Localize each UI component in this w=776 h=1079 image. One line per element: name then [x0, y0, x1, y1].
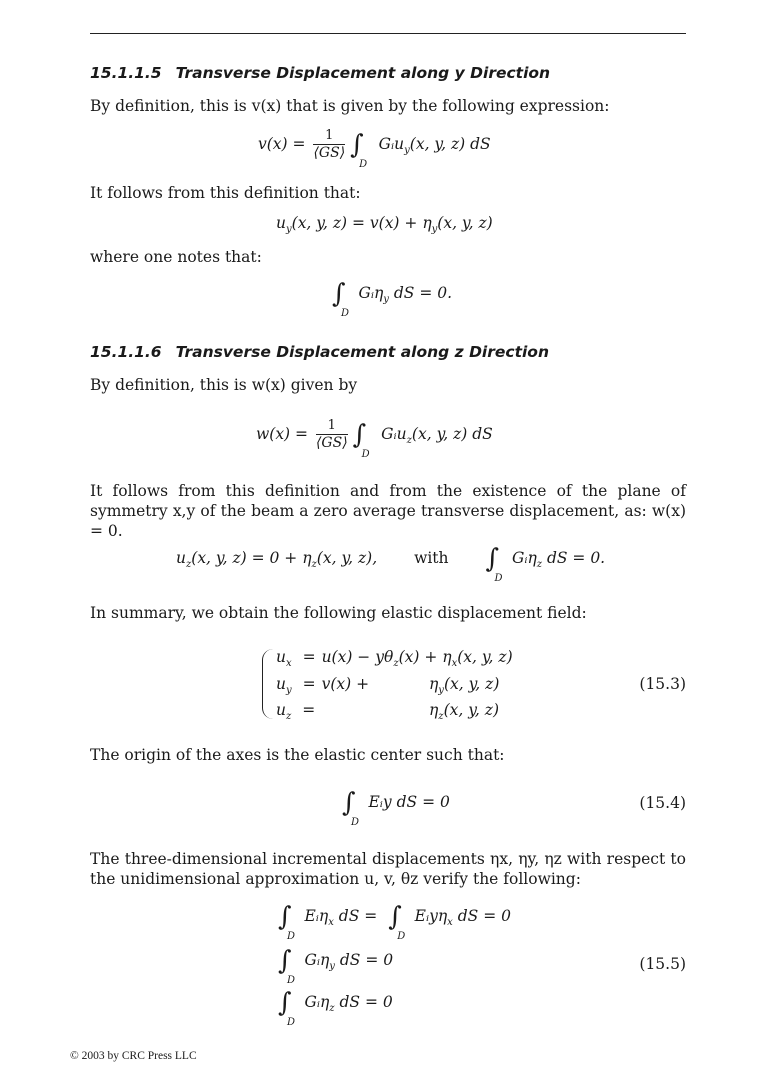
- system-row-2: [276, 675, 369, 696]
- subscript: z: [406, 435, 412, 446]
- subscript: y: [431, 224, 438, 235]
- denominator: ⟨GS⟩: [313, 145, 346, 161]
- integral-sign: ∫ D: [350, 130, 368, 170]
- integrand-tail: dS = 0.: [542, 549, 606, 567]
- integral-limit: D: [351, 817, 360, 828]
- copyright-footer: © 2003 by CRC Press LLC: [70, 1050, 197, 1062]
- system-row-3-right: [429, 701, 499, 722]
- integral-limit: D: [287, 931, 296, 942]
- subscript: z: [285, 711, 292, 722]
- integral-sign: ∫ D: [278, 988, 296, 1028]
- integrand: Gᵢη: [304, 993, 330, 1011]
- equation-w: [256, 418, 493, 460]
- subscript: x: [447, 917, 453, 928]
- eq-part: (x, y, z),: [316, 549, 378, 567]
- integral-limit: D: [397, 931, 406, 942]
- numerator: 1: [313, 128, 345, 145]
- system2-row-2: [276, 946, 394, 986]
- paragraph: It follows from this definition and from the existence of the plane of symmetry x,y of the beam a zero average transverse displacement, as: w(x) = 0.: [90, 482, 686, 540]
- subscript: z: [536, 559, 543, 570]
- paragraph: It follows from this definition that:: [90, 184, 361, 202]
- equation-elastic-center: [340, 788, 450, 828]
- section-heading: [90, 64, 550, 82]
- numerator: 1: [316, 418, 348, 435]
- system-row-2-right: [429, 675, 499, 696]
- eq-part: (x, y, z) = v(x) + η: [291, 214, 432, 232]
- subscript: y: [383, 294, 389, 305]
- equation-number: (15.3): [639, 675, 686, 693]
- subscript: y: [404, 145, 410, 156]
- equation-number: (15.5): [639, 955, 686, 973]
- subscript: z: [438, 711, 444, 722]
- integrand-tail: dS = 0.: [388, 284, 453, 302]
- fraction: [313, 128, 345, 162]
- integral-limit: D: [287, 1017, 296, 1028]
- integrand-tail: (x, y, z) dS: [411, 425, 493, 443]
- integrand: Eᵢy dS = 0: [368, 793, 450, 811]
- section-title: Transverse Displacement along y Direction: [175, 64, 551, 82]
- paragraph: where one notes that:: [90, 248, 262, 266]
- subscript: z: [185, 559, 192, 570]
- equation-number: (15.4): [639, 794, 686, 812]
- subscript: z: [329, 1003, 335, 1014]
- integral-limit: D: [361, 449, 370, 460]
- integrand-tail: (x, y, z) dS: [409, 135, 491, 153]
- integrand-tail: dS =: [333, 907, 378, 925]
- subscript: z: [311, 559, 317, 570]
- eq-part: (x, y, z): [443, 675, 500, 693]
- equals-sign: =: [302, 675, 316, 693]
- integral-limit: D: [494, 573, 503, 584]
- eq-part: (x, y, z): [443, 701, 499, 719]
- integrand-tail: dS = 0: [334, 951, 394, 969]
- equals-sign: =: [302, 648, 316, 666]
- section-heading: [90, 343, 549, 361]
- eq-lhs: v(x) =: [258, 135, 306, 153]
- eq-part: u: [276, 701, 286, 719]
- eq-part: v(x) +: [321, 675, 370, 693]
- subscript: y: [329, 961, 335, 972]
- integrand: Gᵢu: [378, 135, 405, 153]
- subscript: y: [438, 685, 444, 696]
- eq-part: η: [429, 675, 439, 693]
- integral-limit: D: [341, 308, 350, 319]
- paragraph: The origin of the axes is the elastic center such that:: [90, 746, 505, 764]
- top-rule: [90, 33, 686, 34]
- integrand: Eᵢη: [304, 907, 329, 925]
- subscript: y: [285, 685, 292, 696]
- integrand: Gᵢη: [304, 951, 330, 969]
- eq-part: (x) + η: [398, 648, 452, 666]
- paragraph: The three-dimensional incremental displacements ηx, ηy, ηz with respect to the unidimensional approximation u, v, θz verify the following:: [90, 850, 686, 888]
- integral-sign: ∫ D: [332, 279, 350, 319]
- denominator: ⟨GS⟩: [315, 435, 348, 451]
- integral-limit: D: [287, 975, 296, 986]
- eq-lhs: w(x) =: [256, 425, 309, 443]
- eq-part: u: [276, 648, 286, 666]
- integrand-tail: dS = 0: [452, 907, 511, 925]
- integrand-tail: dS = 0: [334, 993, 393, 1011]
- paragraph: By definition, this is v(x) that is given by the following expression:: [90, 97, 610, 115]
- integral-sign: ∫ D: [388, 902, 406, 942]
- eq-part: (x, y, z): [457, 648, 513, 666]
- paragraph: In summary, we obtain the following elastic displacement field:: [90, 604, 587, 622]
- integral-sign: ∫ D: [352, 420, 370, 460]
- system-row-1: [276, 648, 513, 669]
- eq-part: (x, y, z): [437, 214, 493, 232]
- integrand: Eᵢyη: [414, 907, 448, 925]
- integral-sign: ∫ D: [278, 902, 296, 942]
- with-word: with: [414, 549, 449, 567]
- eq-part: u(x) − yθ: [321, 648, 394, 666]
- equals-sign: =: [302, 701, 316, 719]
- equation-uy: [276, 214, 493, 235]
- eq-part: u: [176, 549, 186, 567]
- section-title: Transverse Displacement along z Direction: [175, 343, 549, 361]
- system2-row-1: [276, 902, 511, 942]
- equation-int-eta-y: [330, 279, 453, 319]
- subscript: x: [328, 917, 334, 928]
- integral-sign: ∫ D: [278, 946, 296, 986]
- section-number: 15.1.1.6: [90, 343, 162, 361]
- integral-sign: ∫ D: [485, 544, 503, 584]
- left-brace: [262, 649, 273, 719]
- integral-sign: ∫ D: [342, 788, 360, 828]
- integral-limit: D: [359, 159, 368, 170]
- system-row-3: [276, 701, 321, 722]
- integrand: Gᵢη: [358, 284, 384, 302]
- equation-uz: [176, 544, 606, 584]
- subscript: z: [393, 658, 399, 669]
- system2-row-3: [276, 988, 393, 1028]
- subscript: x: [451, 658, 458, 669]
- integrand: Gᵢη: [511, 549, 537, 567]
- eq-part: u: [276, 214, 286, 232]
- fraction: [316, 418, 348, 452]
- eq-part: u: [276, 675, 286, 693]
- equation-v: [258, 128, 491, 170]
- eq-part: (x, y, z) = 0 + η: [191, 549, 312, 567]
- section-number: 15.1.1.5: [90, 64, 162, 82]
- subscript: x: [285, 658, 292, 669]
- subscript: y: [285, 224, 292, 235]
- integrand: Gᵢu: [381, 425, 407, 443]
- eq-part: η: [429, 701, 439, 719]
- paragraph: By definition, this is w(x) given by: [90, 376, 358, 394]
